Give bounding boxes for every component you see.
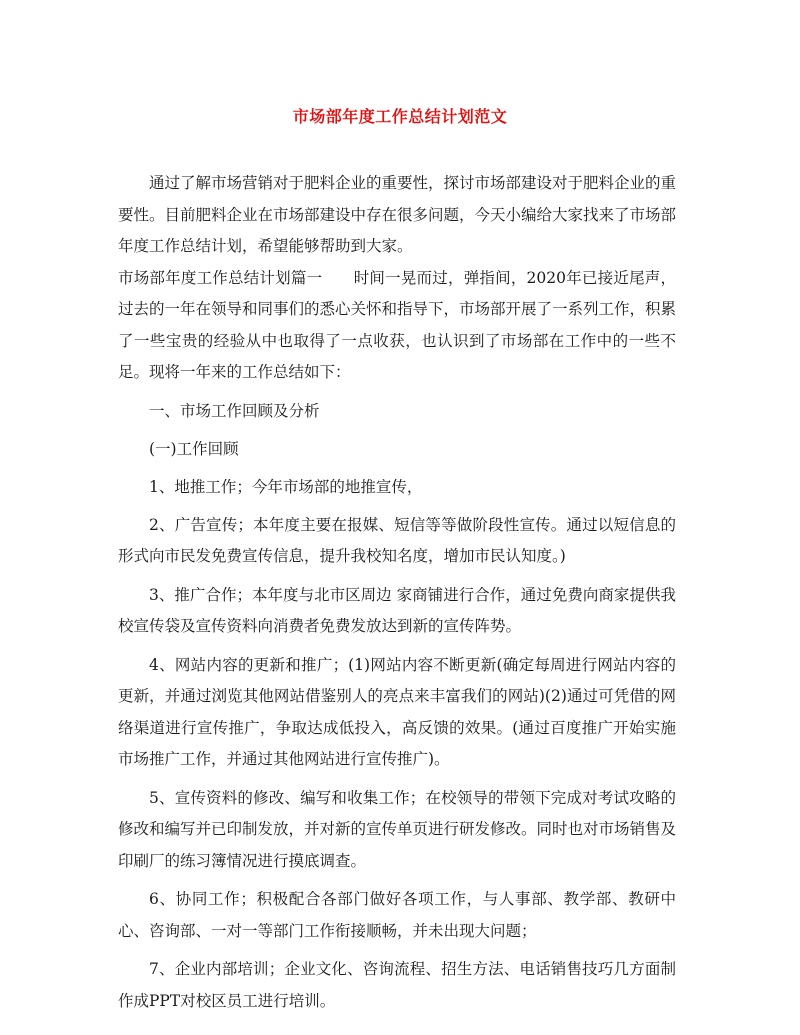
list-item: 4、网站内容的更新和推广；(1)网站内容不断更新(确定每周进行网站内容的更新，并通过浏览其他网站借鉴别人的亮点来丰富我们的网站)(2)通过可凭借的网络渠道进行宣传推广，争取达成低投入，高反馈的效果。(通过百度推广开始实施市场推广工作，并通过其他网站进行宣传推广)。 bbox=[118, 655, 676, 768]
list-item: 7、企业内部培训；企业文化、咨询流程、招生方法、电话销售技巧几方面制作成PPT对校区员工进行培训。 bbox=[118, 960, 676, 1010]
document-title: 市场部年度工作总结计划范文 bbox=[292, 107, 508, 126]
spacer bbox=[118, 573, 676, 580]
list-item: 2、广告宣传；本年度主要在报媒、短信等等做阶段性宣传。通过以短信息的形式向市民发免费宣传信息，提升我校知名度，增加市民认知度。) bbox=[118, 515, 676, 565]
section-heading: 一、市场工作回顾及分析 bbox=[149, 401, 320, 420]
list-item: 1、地推工作；今年市场部的地推宣传， bbox=[149, 477, 423, 496]
subsection-heading: (一)工作回顾 bbox=[149, 439, 239, 458]
spacer bbox=[118, 947, 676, 954]
list-item: 5、宣传资料的修改、编写和收集工作；在校领导的带领下完成对考试攻略的修改和编写并已印制发放，并对新的宣传单页进行研发修改。同时也对市场销售及印刷厂的练习簿情况进行摸底调查。 bbox=[118, 788, 677, 870]
intro-paragraph: 通过了解市场营销对于肥料企业的重要性，探讨市场部建设对于肥料企业的重要性。目前肥料企业在市场部建设中存在很多问题，今天小编给大家找来了市场部年度工作总结计划，希望能够帮助到大家。 bbox=[118, 174, 677, 255]
list-item: 3、推广合作；本年度与北市区周边 家商铺进行合作，通过免费向商家提供我校宣传袋及宣传资料向消费者免费发放达到新的宣传阵势。 bbox=[118, 585, 676, 635]
list-item: 6、协同工作；积极配合各部门做好各项工作，与人事部、教学部、教研中心、咨询部、一对一等部门工作衔接顺畅，并未出现大问题； bbox=[118, 890, 676, 940]
section-intro-paragraph: 市场部年度工作总结计划篇一 时间一晃而过，弹指间，2020年已接近尾声，过去的一年在领导和同事们的悉心关怀和指导下，市场部开展了一系列工作，积累了一些宝贵的经验从中也取得了一点收获，也认识到了市场部在工作中的一些不足。现将一年来的工作总结如下： bbox=[118, 268, 677, 381]
spacer bbox=[118, 643, 676, 650]
spacer bbox=[118, 389, 676, 396]
document-body bbox=[118, 168, 676, 1017]
spacer bbox=[118, 427, 676, 434]
spacer bbox=[118, 877, 676, 884]
spacer bbox=[118, 503, 676, 510]
spacer bbox=[118, 465, 676, 472]
spacer bbox=[118, 776, 676, 783]
